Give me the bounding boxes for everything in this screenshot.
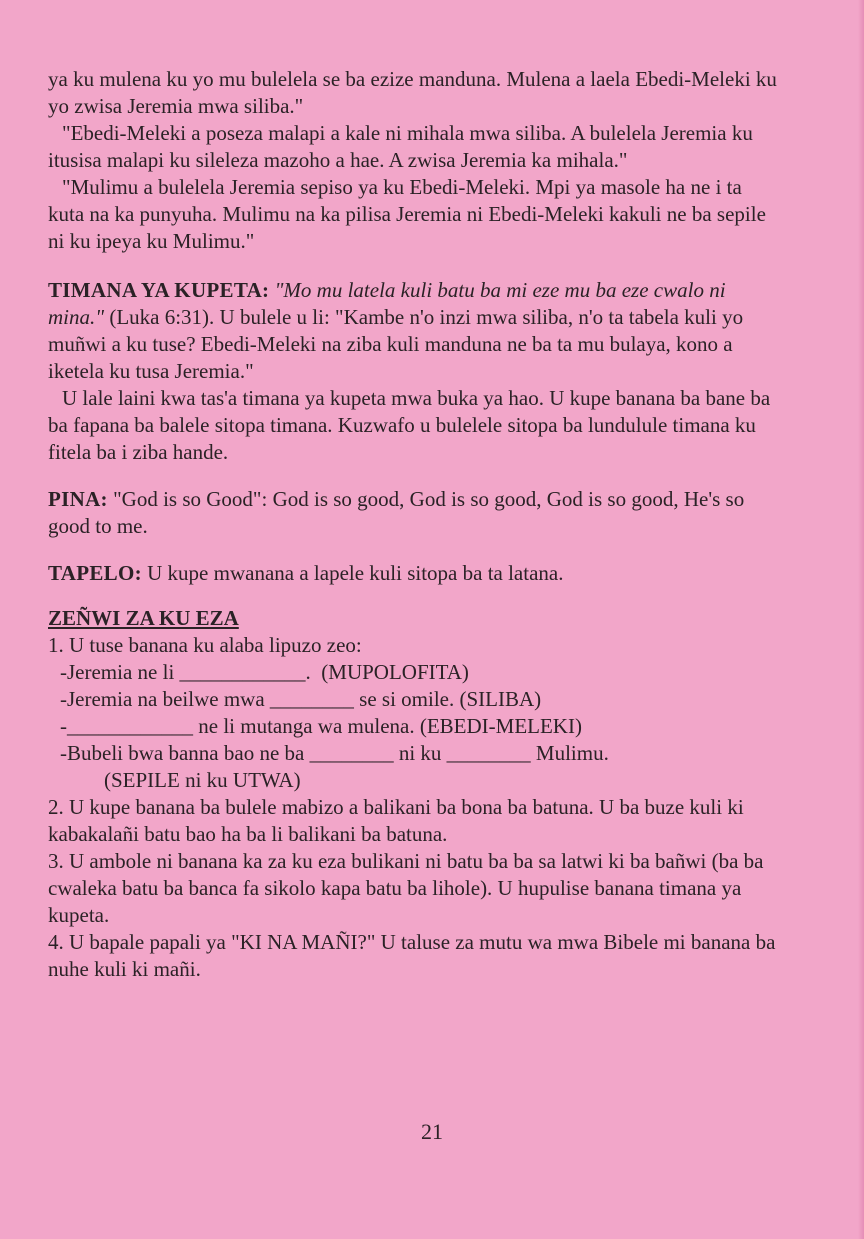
pina-section	[48, 486, 778, 540]
timana-section	[48, 277, 778, 385]
zenwi-title: ZEÑWI ZA KU EZA	[48, 606, 239, 630]
zenwi-item-2: 2. U kupe banana ba bulele mabizo a balikani ba bona ba batuna. U ba buze kuli ki kabakalañi batu bao ha ba li balikani ba batuna.	[48, 795, 744, 846]
tapelo-label: TAPELO:	[48, 561, 142, 585]
paragraph-2: "Ebedi-Meleki a poseza malapi a kale ni mihala mwa siliba. A bulelela Jeremia ku itusisa malapi ku sileleza mazoho a hae. A zwisa Jeremia ka mihala."	[48, 121, 753, 172]
pina-text: "God is so Good": God is so good, God is so good, God is so good, He's so good to me.	[48, 487, 745, 538]
timana-verse: "Mo mu latela kuli batu ba mi eze mu ba eze cwalo ni mina."	[48, 278, 726, 329]
tapelo-text: U kupe mwanana a lapele kuli sitopa ba ta latana.	[147, 561, 564, 585]
page-edge-shadow	[858, 0, 864, 1239]
timana-text: (Luka 6:31). U bulele u li: "Kambe n'o inzi mwa siliba, n'o ta tabela kuli yo muñwi a ku tuse? Ebedi-Meleki na ziba kuli manduna ne ba ta mu bulaya, kono a iketela ku tusa Jeremia."	[48, 305, 744, 383]
zenwi-item-1: 1. U tuse banana ku alaba lipuzo zeo:	[48, 633, 362, 657]
exercise-line-4: -Bubeli bwa banna bao ne ba ________ ni ku ________ Mulimu.	[60, 741, 609, 765]
timana-text-2: U lale laini kwa tas'a timana ya kupeta mwa buka ya hao. U kupe banana ba bane ba ba fapana ba balele sitopa timana. Kuzwafo u bulelele sitopa ba lundulule timana ku fitela ba i ziba hande.	[48, 386, 771, 464]
paragraph-1: ya ku mulena ku yo mu bulelela se ba ezize manduna. Mulena a laela Ebedi-Meleki ku yo zwisa Jeremia mwa siliba."	[48, 67, 777, 118]
pina-label: PINA:	[48, 487, 108, 511]
timana-label: TIMANA YA KUPETA:	[48, 278, 270, 302]
paragraph-3: "Mulimu a bulelela Jeremia sepiso ya ku Ebedi-Meleki. Mpi ya masole ha ne i ta kuta na ka punyuha. Mulimu na ka pilisa Jeremia ni Ebedi-Meleki kakuli ne ba sepile ni ku ipeya ku Mulimu."	[48, 175, 766, 253]
tapelo-section	[48, 560, 778, 587]
zenwi-item-3: 3. U ambole ni banana ka za ku eza bulikani ni batu ba ba sa latwi ki ba bañwi (ba ba cwaleka batu ba banca fa sikolo kapa batu ba lihole). U hupulise banana timana ya kupeta.	[48, 849, 764, 927]
page-number: 21	[421, 1119, 443, 1144]
page-content	[48, 66, 778, 983]
exercise-line-5: (SEPILE ni ku UTWA)	[104, 768, 301, 792]
exercise-line-1: -Jeremia ne li ____________. (MUPOLOFITA)	[60, 660, 469, 684]
exercise-line-2: -Jeremia na beilwe mwa ________ se si omile. (SILIBA)	[60, 687, 542, 711]
zenwi-item-4: 4. U bapale papali ya "KI NA MAÑI?" U taluse za mutu wa mwa Bibele mi banana ba nuhe kuli ki mañi.	[48, 930, 776, 981]
exercise-line-3: -____________ ne li mutanga wa mulena. (EBEDI-MELEKI)	[60, 714, 582, 738]
